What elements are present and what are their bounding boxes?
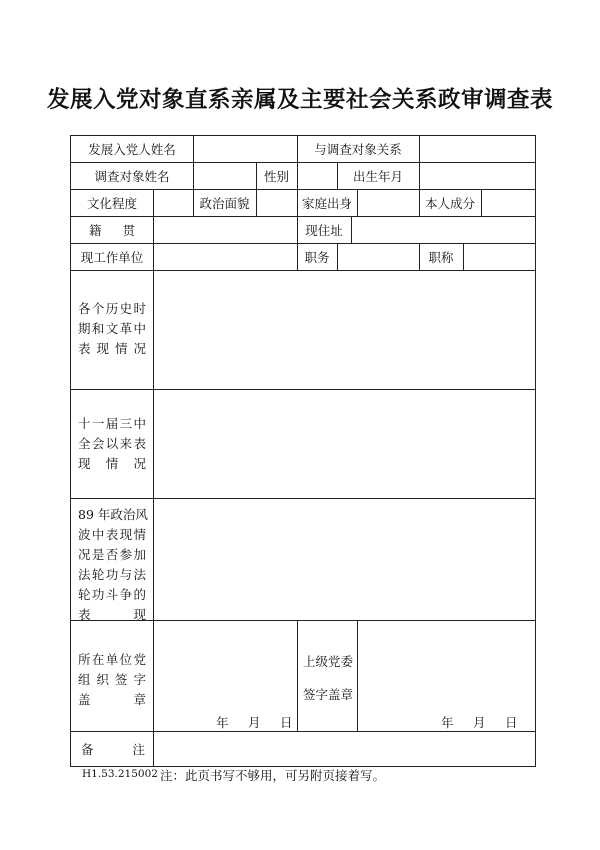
label-line: 现 情 况 — [78, 456, 146, 471]
field-family-origin[interactable] — [357, 189, 419, 216]
label-subject-name: 调查对象姓名 — [94, 168, 170, 184]
field-history[interactable] — [153, 270, 535, 389]
label-line: 期和文革中 — [78, 321, 146, 336]
field-since-third-plenum[interactable] — [153, 389, 535, 498]
label-position: 职务 — [304, 249, 330, 265]
label-remarks-b: 注 — [132, 742, 145, 757]
label-personal-status: 本人成分 — [424, 195, 475, 211]
field-title-rank[interactable] — [463, 243, 535, 270]
label-education: 文化程度 — [86, 195, 137, 211]
field-birth[interactable] — [419, 162, 535, 189]
field-personal-status[interactable] — [481, 189, 535, 216]
label-unit-party-sign — [78, 650, 146, 710]
label-native-place — [71, 216, 153, 243]
label-line: 所在单位党 — [78, 652, 146, 667]
date-day-label: 日 — [505, 715, 518, 730]
field-applicant-name[interactable] — [193, 136, 297, 162]
label-family-origin: 家庭出身 — [301, 195, 352, 211]
page-title: 发展入党对象直系亲属及主要社会关系政审调查表 — [46, 87, 553, 113]
label-native-place-b: 贯 — [122, 222, 135, 238]
field-native-place[interactable] — [153, 216, 297, 243]
label-native-place-a: 籍 — [89, 222, 102, 238]
label-line: 表 现 — [78, 607, 146, 622]
date-year-label: 年 — [216, 715, 229, 730]
label-gender: 性别 — [263, 168, 289, 184]
label-remarks — [71, 731, 153, 767]
label-relation: 与调查对象关系 — [314, 142, 402, 157]
field-subject-name[interactable] — [193, 162, 256, 189]
label-upper-party-2: 签字盖章 — [303, 687, 354, 702]
label-line: 十一届三中 — [78, 416, 146, 431]
label-upper-party-1: 上级党委 — [303, 654, 354, 669]
date-month-label: 月 — [248, 715, 261, 730]
field-education[interactable] — [153, 189, 193, 216]
footer-note: 注：此页书写不够用，可另附页接着写。 — [160, 768, 386, 783]
field-gender[interactable] — [297, 162, 337, 189]
label-line: 轮功斗争的 — [78, 587, 146, 602]
date-day-label: 日 — [280, 715, 293, 730]
label-remarks-a: 备 — [81, 742, 94, 757]
upper-party-date — [441, 713, 537, 731]
label-history — [78, 299, 146, 359]
label-birth: 出生年月 — [352, 168, 403, 184]
survey-form — [70, 135, 536, 767]
field-position[interactable] — [337, 243, 419, 270]
label-line: 89 年政治风 — [78, 507, 148, 522]
label-address: 现住址 — [305, 222, 343, 238]
label-line: 况是否参加 — [78, 547, 146, 562]
unit-party-date — [216, 713, 312, 731]
field-address[interactable] — [351, 216, 535, 243]
label-applicant-name: 发展入党人姓名 — [88, 142, 176, 157]
label-line: 各个历史时 — [78, 301, 146, 316]
label-line: 全会以来表 — [78, 436, 146, 451]
label-line: 法轮功与法 — [78, 567, 146, 582]
field-political[interactable] — [256, 189, 297, 216]
label-title-rank: 职称 — [428, 249, 454, 265]
label-political: 政治面貌 — [199, 195, 250, 211]
form-code: H1.53.215002 — [82, 768, 158, 780]
date-year-label: 年 — [441, 715, 454, 730]
field-work-unit[interactable] — [153, 243, 297, 270]
label-work-unit: 现工作单位 — [80, 249, 144, 265]
label-line: 波中表现情 — [78, 527, 146, 542]
field-relation[interactable] — [419, 136, 535, 162]
label-line: 盖 章 — [78, 692, 146, 707]
label-line: 表现情况 — [78, 341, 146, 356]
date-month-label: 月 — [473, 715, 486, 730]
field-remarks[interactable] — [153, 731, 535, 767]
label-line: 组织签字 — [78, 672, 146, 687]
label-1989-event — [78, 505, 146, 625]
field-1989-event[interactable] — [153, 498, 535, 620]
label-since-third-plenum — [78, 414, 146, 474]
